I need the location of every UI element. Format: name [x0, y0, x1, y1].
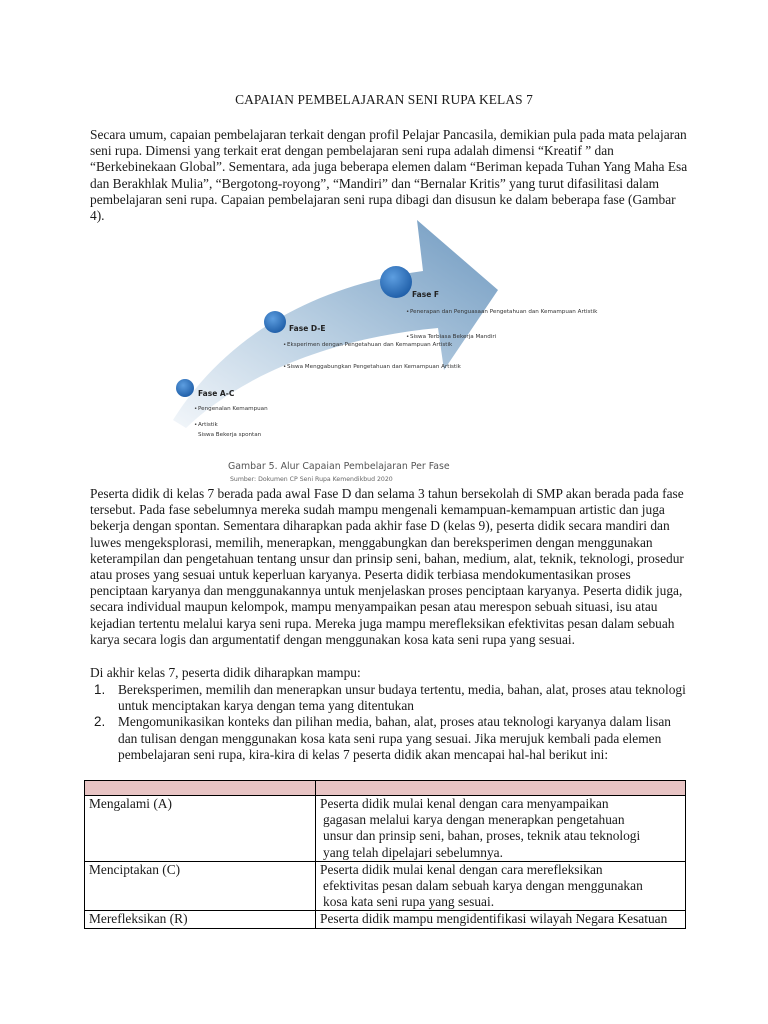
list-item-text: Mengomunikasikan konteks dan pilihan media, bahan, alat, proses atau teknologi karyanya dalam lisan dan tulisan dengan menggunakan kosa kata seni rupa yang sesuai. Jika merujuk kembali pada elemen pembelajaran seni rupa, kira-kira di kelas 7 peserta didik akan mencapai hal-hal berikut ini:: [118, 714, 671, 762]
phase-item: Eksperimen dengan Pengetahuan dan Kemampuan Artistik: [287, 342, 453, 348]
svg-text:•: •: [283, 342, 287, 348]
element-table: [84, 780, 686, 929]
description-line: unsur dan prinsip seni, bahan, proses, teknik atau teknologi: [323, 828, 641, 844]
list-item: [90, 682, 690, 714]
description-line: kosa kata seni rupa yang sesuai.: [323, 894, 495, 910]
table-cell-description: [316, 796, 686, 862]
table-header-cell: [85, 781, 316, 796]
phase-item: Siswa Terbiasa Bekerja Mandiri: [410, 334, 497, 340]
figure-caption: Gambar 5. Alur Capaian Pembelajaran Per Fase: [228, 461, 450, 472]
table-cell-description: [316, 861, 686, 911]
body-paragraph: Peserta didik di kelas 7 berada pada awal Fase D dan selama 3 tahun bersekolah di SMP akan berada pada fase tersebut. Pada fase sebelumnya mereka sudah mampu mengenali kemampuan-kemampuan artistic dan juga bekerja dengan spontan. Sementara diharapkan pada akhir fase D (kelas 9), peserta didik secara mandiri dan luwes mengeksplorasi, memilih, menerapkan, menggabungkan dan bereksperimen dengan menggunakan keterampilan dan pengetahuan tentang unsur dan prinsip seni, bahan, medium, alat, teknik, teknologi, prosedur atau proses yang sesuai untuk keperluan karyanya. Peserta didik terbiasa mendokumentasikan proses penciptaan karyanya dan menggunakannya untuk menjelaskan proses penciptaan karyanya. Peserta didik juga, secara individual maupun kelompok, mampu menyampaikan pesan atau merespon sebuah situasi, isu atau kejadian tertentu melalui karya seni rupa. Mereka juga mampu merefleksikan efektivitas pesan dalam sebuah karya secara logis dan argumentatif dengan menggunakan kosa kata seni rupa yang sesuai.: [90, 486, 684, 647]
phase-a-c-items: [194, 406, 268, 438]
phase-dot-d-e: [264, 311, 286, 333]
phase-item: Siswa Bekerja spontan: [198, 432, 262, 438]
table-row: [85, 911, 686, 928]
description-line: Peserta didik mampu mengidentifikasi wilayah Negara Kesatuan: [320, 911, 668, 927]
phase-d-e-items: [283, 342, 462, 370]
list-item-text: Bereksperimen, memilih dan menerapkan unsur budaya tertentu, media, bahan, alat, proses atau teknologi untuk menciptakan karya dengan tema yang ditentukan: [118, 682, 686, 714]
document-title: CAPAIAN PEMBELAJARAN SENI RUPA KELAS 7: [235, 92, 533, 107]
list-number: 1.: [94, 682, 106, 697]
list-number: 2.: [94, 714, 106, 730]
description-line: efektivitas pesan dalam sebuah karya dengan menggunakan: [323, 878, 643, 894]
phase-flow-figure: [158, 218, 598, 490]
description-line: gagasan melalui karya dengan menerapkan pengetahuan: [323, 812, 625, 828]
table-cell-description: [316, 911, 686, 928]
table-cell-element: Mengalami (A): [85, 796, 316, 862]
table-cell-element: Merefleksikan (R): [85, 911, 316, 928]
table-header-row: [85, 781, 686, 796]
table-cell-element: Menciptakan (C): [85, 861, 316, 911]
list-intro: Di akhir kelas 7, peserta didik diharapkan mampu:: [90, 665, 361, 680]
description-line: Peserta didik mulai kenal dengan cara merefleksikan: [320, 861, 603, 877]
list-item: [90, 714, 690, 763]
phase-item: Siswa Menggabungkan Pengetahuan dan Kemampuan Artistik: [287, 364, 461, 370]
figure-source: Sumber: Dokumen CP Seni Rupa Kemendikbud 2020: [230, 476, 393, 483]
svg-text:•: •: [283, 364, 287, 370]
phase-label-f: Fase F: [412, 290, 440, 299]
phase-dot-f: [380, 266, 412, 298]
svg-text:•: •: [194, 422, 198, 428]
table-row: [85, 861, 686, 911]
phase-dot-a-c: [176, 379, 194, 397]
svg-text:•: •: [406, 334, 410, 340]
description-line: Peserta didik mulai kenal dengan cara menyampaikan: [320, 796, 609, 811]
table-row: [85, 796, 686, 862]
phase-item: Penerapan dan Penguasaan Pengetahuan dan Kemampuan Artistik: [410, 309, 598, 315]
svg-text:•: •: [194, 406, 198, 412]
phase-item: Pengenalan Kemampuan: [198, 406, 268, 412]
phase-label-d-e: Fase D-E: [289, 324, 326, 333]
outcome-list: [90, 682, 690, 763]
phase-item: Artistik: [198, 422, 218, 428]
phase-label-a-c: Fase A-C: [198, 389, 235, 398]
svg-text:•: •: [406, 309, 410, 315]
table-header-cell: [316, 781, 686, 796]
intro-paragraph: Secara umum, capaian pembelajaran terkait dengan profil Pelajar Pancasila, demikian pula pada mata pelajaran seni rupa. Dimensi yang terkait erat dengan pembelajaran seni rupa adalah dimensi “Kreatif ” dan “Berkebinekaan Global”. Sementara, ada juga beberapa elemen dalam “Beriman kepada Tuhan Yang Maha Esa dan Berakhlak Mulia”, “Bergotong-royong”, “Mandiri” dan “Bernalar Kritis” yang turut difasilitasi dalam pembelajaran seni rupa. Capaian pembelajaran seni rupa dibagi dan disusun ke dalam beberapa fase (Gambar 4).: [90, 127, 688, 224]
description-line: yang telah dipelajari sebelumnya.: [323, 844, 503, 860]
